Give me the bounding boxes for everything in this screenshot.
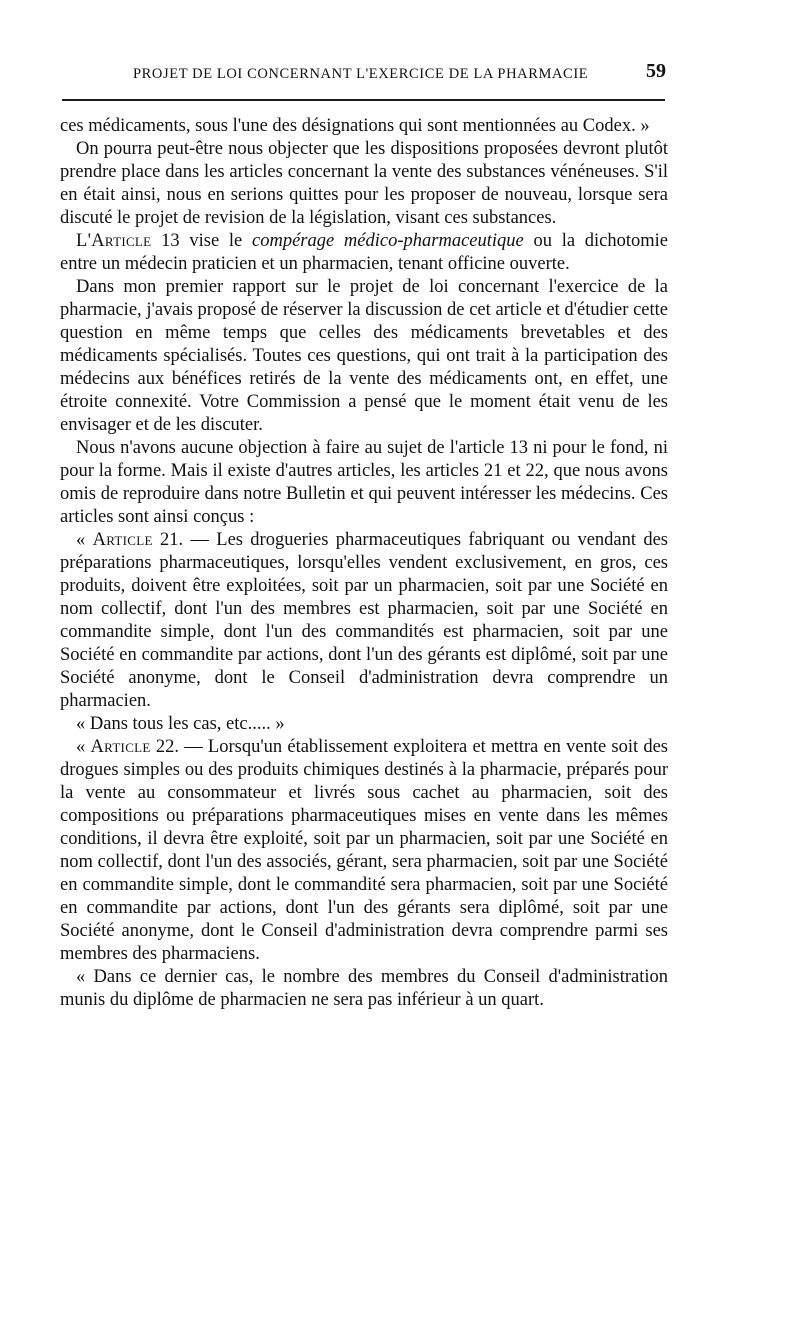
- paragraph-all-cases: « Dans tous les cas, etc..... »: [76, 714, 285, 734]
- running-head: [60, 60, 668, 90]
- paragraph-article-13: [60, 230, 668, 276]
- paragraph-article-21: [60, 529, 668, 713]
- paragraph-no-objection: Nous n'avons aucune objection à faire au sujet de l'article 13 ni pour le fond, ni pour la forme. Mais il existe d'autres articles, les articles 21 et 22, que nous avons omis de reproduire dans notre Bulletin et qui peuvent intéresser les médecins. Ces articles sont ainsi conçus :: [60, 438, 668, 527]
- page-number: 59: [646, 60, 666, 82]
- article-13-pre: 13 vise le: [151, 231, 252, 251]
- header-rule: [62, 99, 665, 101]
- article-22-text: 22. — Lorsqu'un établissement exploitera et mettra en vente soit des drogues simples ou des produits chimiques destinés à la pharmacie, préparés pour la vente au consommateur et livrés sous cachet au pharmacien, soit des compositions ou préparations pharmaceutiques mises en vente dans les mêmes conditions, il devra être exploité, soit par un pharmacien, soit par une Société en nom collectif, dont l'un des associés, gérant, sera pharmacien, soit par une Société en commandite simple, dont le commandité sera pharmacien, soit par une Société en commandite par actions, dont l'un des gérants sera diplômé, soit par une Société anonyme, dont le Conseil d'administration devra comprendre parmi ses membres des pharmaciens.: [60, 737, 669, 964]
- paragraph-article-22: [60, 736, 668, 966]
- article-22-open-quote: «: [76, 737, 91, 757]
- article-13-label: L'Article: [76, 231, 152, 251]
- paragraph-first-report: Dans mon premier rapport sur le projet de loi concernant l'exercice de la pharmacie, j'avais proposé de réserver la discussion de cet article et d'étudier cette question en même temps que celles des médicaments brevetables et des médicaments spécialisés. Toutes ces questions, qui ont trait à la participation des médecins aux bénéfices retirés de la vente des médicaments ont, en effet, une étroite connexité. Votre Commission a pensé que le moment était venu de les envisager et de les discuter.: [60, 277, 668, 435]
- article-21-open-quote: «: [76, 530, 93, 550]
- running-title: PROJET DE LOI CONCERNANT L'EXERCICE DE LA PHARMACIE: [133, 66, 589, 82]
- paragraph-codex-continuation: ces médicaments, sous l'une des désignations qui sont mentionnées au Codex. »: [60, 116, 650, 136]
- paragraph-objection: On pourra peut-être nous objecter que les dispositions proposées devront plutôt prendre place dans les articles concernant la vente des substances vénéneuses. S'il en était ainsi, nous en serions quittes pour les proposer de nouveau, lorsque sera discuté le projet de revision de la législation, visant ces substances.: [60, 139, 668, 228]
- article-13-italic: compérage médico-pharmaceutique: [252, 231, 524, 251]
- article-21-text: 21. — Les drogueries pharmaceutiques fabriquant ou vendant des préparations pharmaceutiques, lorsqu'elles vendent exclusivement, en gros, ces produits, doivent être exploitées, soit par un pharmacien, soit par une Société en nom collectif, dont l'un des membres est pharmacien, soit par une Société en commandite simple, dont l'un des commandités est pharmacien, soit par une Société en commandite par actions, dont l'un des gérants est diplômé, soit par une Société anonyme, dont le Conseil d'administration devra comprendre un pharmacien.: [60, 530, 668, 711]
- paragraph-last-case: « Dans ce dernier cas, le nombre des membres du Conseil d'administration munis du diplôme de pharmacien ne sera pas inférieur à un quart.: [60, 967, 668, 1010]
- article-21-label: Article: [92, 530, 153, 550]
- body-text: [60, 115, 668, 1012]
- article-22-label: Article: [90, 737, 151, 757]
- article-13-post: ou la dichotomie entre un médecin praticien et un pharmacien, tenant officine ouverte.: [60, 231, 669, 274]
